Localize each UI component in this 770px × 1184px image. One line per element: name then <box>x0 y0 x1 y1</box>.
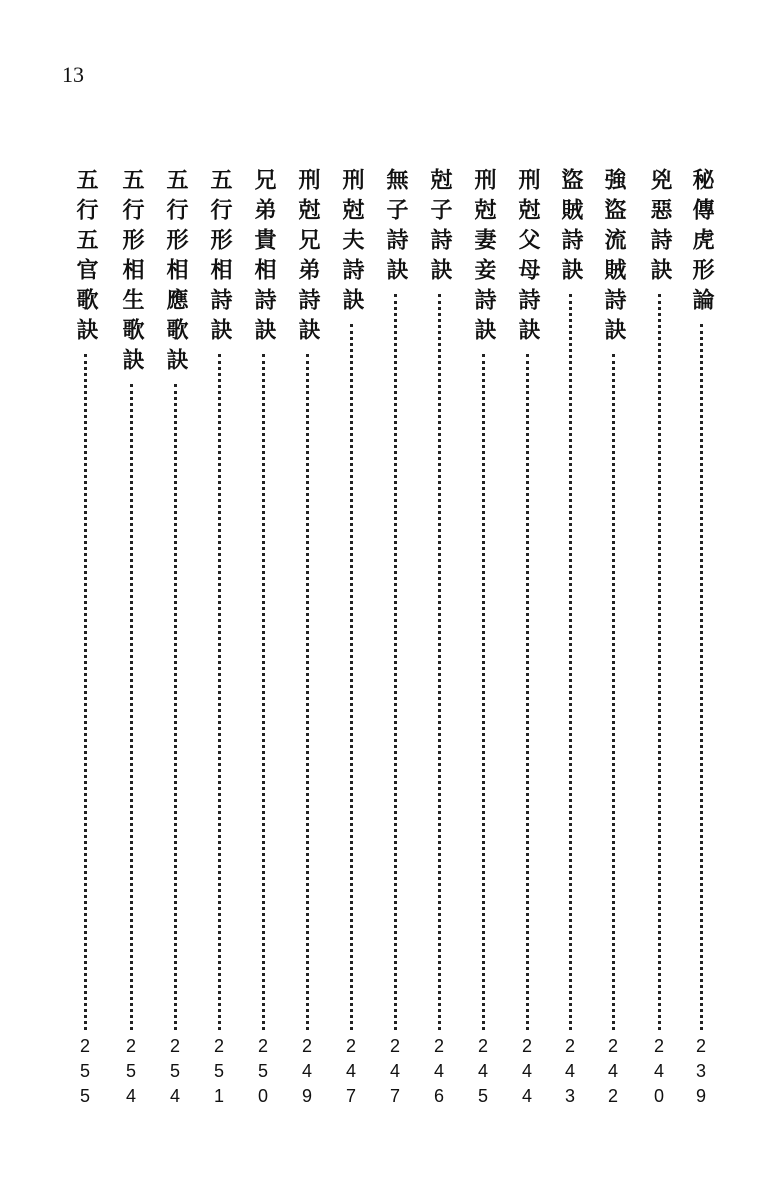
toc-entry <box>160 168 190 1138</box>
entry-page: 246 <box>429 1036 449 1111</box>
entry-title: 尅子詩訣 <box>427 168 452 288</box>
entry-title: 五行形相生歌訣 <box>119 168 144 378</box>
toc-entry <box>116 168 146 1138</box>
dot-leader <box>350 324 353 1030</box>
dot-leader <box>84 354 87 1030</box>
dot-leader <box>526 354 529 1030</box>
toc-entry <box>686 168 716 1138</box>
entry-page: 254 <box>121 1036 141 1111</box>
dot-leader <box>218 354 221 1030</box>
dot-leader <box>394 294 397 1030</box>
dot-leader <box>700 324 703 1030</box>
entry-title: 五行形相應歌訣 <box>163 168 188 378</box>
dot-leader <box>306 354 309 1030</box>
entry-page: 251 <box>209 1036 229 1111</box>
toc-entry <box>424 168 454 1138</box>
toc-entry <box>512 168 542 1138</box>
entry-title: 刑尅兄弟詩訣 <box>295 168 320 348</box>
entry-page: 249 <box>297 1036 317 1111</box>
toc-entry <box>598 168 628 1138</box>
entry-title: 無子詩訣 <box>383 168 408 288</box>
entry-page: 255 <box>75 1036 95 1111</box>
entry-title: 刑尅妻妾詩訣 <box>471 168 496 348</box>
entry-title: 秘傳虎形論 <box>689 168 714 318</box>
entry-page: 245 <box>473 1036 493 1111</box>
entry-page: 247 <box>385 1036 405 1111</box>
toc-entry <box>292 168 322 1138</box>
entry-title: 盜賊詩訣 <box>558 168 583 288</box>
page-number: 13 <box>62 62 84 87</box>
entry-title: 兄弟貴相詩訣 <box>251 168 276 348</box>
toc-entry <box>70 168 100 1138</box>
toc-entry <box>380 168 410 1138</box>
entry-page: 242 <box>603 1036 623 1111</box>
toc-entry <box>336 168 366 1138</box>
entry-page: 243 <box>560 1036 580 1111</box>
toc-entry <box>468 168 498 1138</box>
dot-leader <box>658 294 661 1030</box>
dot-leader <box>438 294 441 1030</box>
dot-leader <box>569 294 572 1030</box>
entry-page: 254 <box>165 1036 185 1111</box>
toc-entry <box>248 168 278 1138</box>
dot-leader <box>174 384 177 1030</box>
entry-page: 240 <box>649 1036 669 1111</box>
entry-page: 239 <box>691 1036 711 1111</box>
toc-entry <box>204 168 234 1138</box>
toc-entry <box>644 168 674 1138</box>
entry-title: 五行五官歌訣 <box>73 168 98 348</box>
dot-leader <box>130 384 133 1030</box>
entry-page: 247 <box>341 1036 361 1111</box>
entry-title: 兇惡詩訣 <box>647 168 672 288</box>
entry-page: 244 <box>517 1036 537 1111</box>
entry-title: 刑尅父母詩訣 <box>515 168 540 348</box>
entry-page: 250 <box>253 1036 273 1111</box>
dot-leader <box>482 354 485 1030</box>
entry-title: 五行形相詩訣 <box>207 168 232 348</box>
entry-title: 強盜流賊詩訣 <box>601 168 626 348</box>
dot-leader <box>262 354 265 1030</box>
entry-title: 刑尅夫詩訣 <box>339 168 364 318</box>
toc-entry <box>555 168 585 1138</box>
dot-leader <box>612 354 615 1030</box>
